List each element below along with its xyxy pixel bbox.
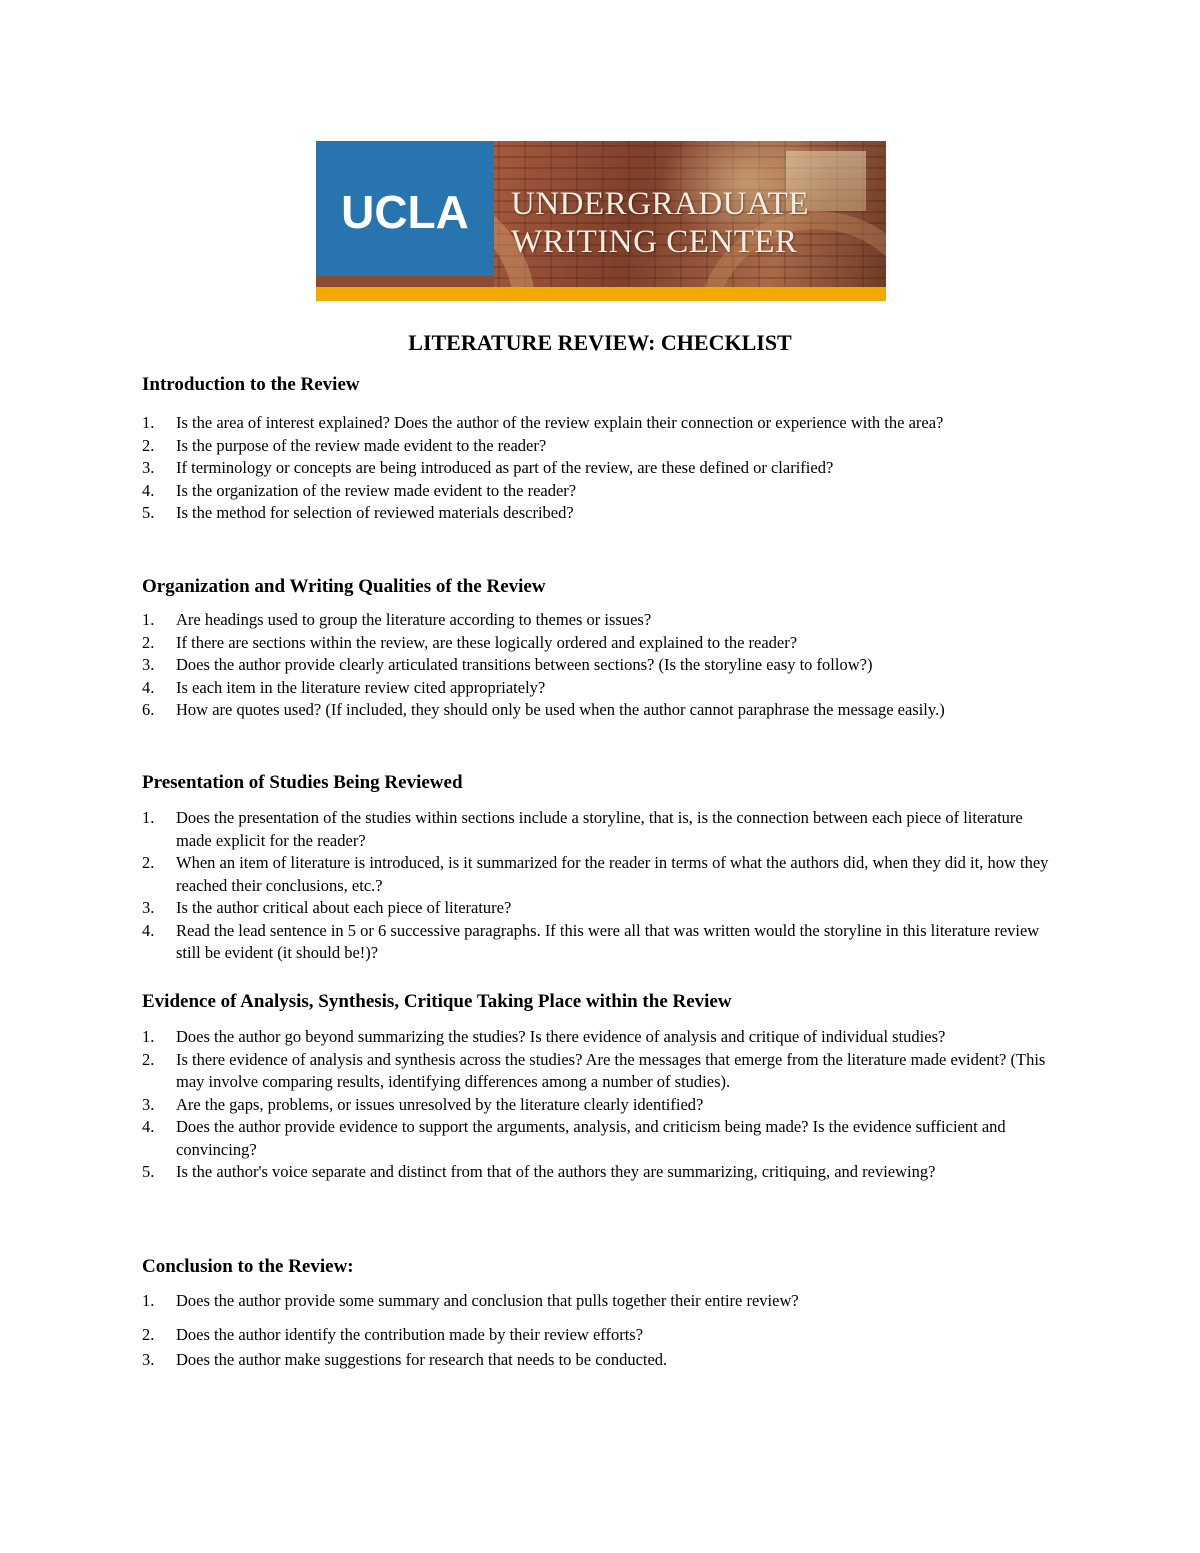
writing-center-name xyxy=(511,185,809,261)
section-heading-evidence: Evidence of Analysis, Synthesis, Critique Taking Place within the Review xyxy=(142,991,732,1012)
center-name-line-2: WRITING CENTER xyxy=(511,224,798,260)
list-item: 6. How are quotes used? (If included, they should only be used when the author cannot paraphrase the message easily.) xyxy=(142,700,945,719)
header-banner xyxy=(316,141,886,301)
ucla-logo-text: UCLA xyxy=(341,185,469,238)
list-item: 2. Does the author identify the contribution made by their review efforts? xyxy=(142,1324,644,1344)
list-item: 1. Are headings used to group the literature according to themes or issues? xyxy=(142,610,652,629)
conclusion-checklist xyxy=(142,1290,1062,1383)
evidence-checklist xyxy=(142,1026,1062,1184)
center-name-line-1: UNDERGRADUATE xyxy=(511,186,809,222)
page-title: LITERATURE REVIEW: CHECKLIST xyxy=(408,330,792,355)
list-item: 2. If there are sections within the review, are these logically ordered and explained to the reader? xyxy=(142,632,798,652)
list-item: 3. Is the author critical about each piece of literature? xyxy=(142,898,512,917)
list-item: 5. Is the author's voice separate and distinct from that of the authors they are summarizing, critiquing, and reviewing? xyxy=(142,1162,936,1181)
presentation-checklist xyxy=(142,807,1062,965)
section-heading-presentation: Presentation of Studies Being Reviewed xyxy=(142,772,463,793)
section-heading-organization: Organization and Writing Qualities of the Review xyxy=(142,576,546,597)
list-item: 3. Does the author make suggestions for research that needs to be conducted. xyxy=(142,1350,668,1369)
list-item: 4. Is the organization of the review made evident to the reader? xyxy=(142,480,577,500)
list-item: 1. Is the area of interest explained? Does the author of the review explain their connection or experience with the area? xyxy=(142,413,944,432)
list-item: 4. Is each item in the literature review cited appropriately? xyxy=(142,677,546,697)
list-item: 2. Is the purpose of the review made evident to the reader? xyxy=(142,435,547,455)
list-item: 5. Is the method for selection of reviewed materials described? xyxy=(142,503,574,522)
list-item: 2. When an item of literature is introduced, is it summarized for the reader in terms of what the authors did, when they did it, how they reached their conclusions, etc.? xyxy=(142,853,1049,895)
list-item: 1. Does the author provide some summary and conclusion that pulls together their entire review? xyxy=(142,1291,799,1310)
organization-checklist xyxy=(142,609,1062,722)
list-item: 3. If terminology or concepts are being introduced as part of the review, are these defined or clarified? xyxy=(142,458,834,477)
list-item: 1. Does the author go beyond summarizing the studies? Is there evidence of analysis and critique of individual studies? xyxy=(142,1027,946,1046)
list-item: 3. Does the author provide clearly articulated transitions between sections? (Is the storyline easy to follow?) xyxy=(142,655,873,674)
section-heading-conclusion: Conclusion to the Review: xyxy=(142,1256,354,1277)
list-item: 1. Does the presentation of the studies within sections include a storyline, that is, is the connection between each piece of literature made explicit for the reader? xyxy=(142,808,1023,850)
list-item: 3. Are the gaps, problems, or issues unresolved by the literature clearly identified? xyxy=(142,1094,704,1114)
list-item: 4. Does the author provide evidence to support the arguments, analysis, and criticism being made? Is the evidence sufficient and convincing? xyxy=(142,1117,1006,1159)
section-heading-introduction: Introduction to the Review xyxy=(142,374,360,395)
list-item: 2. Is there evidence of analysis and synthesis across the studies? Are the messages that emerge from the literature made evident? (This may involve comparing results, identifying differences among a number of studies). xyxy=(142,1049,1046,1091)
ucla-logo xyxy=(316,141,494,276)
list-item: 4. Read the lead sentence in 5 or 6 successive paragraphs. If this were all that was written would the storyline in this literature review still be evident (it should be!)? xyxy=(142,920,1040,962)
gold-stripe xyxy=(316,287,886,301)
introduction-checklist xyxy=(142,412,1062,525)
